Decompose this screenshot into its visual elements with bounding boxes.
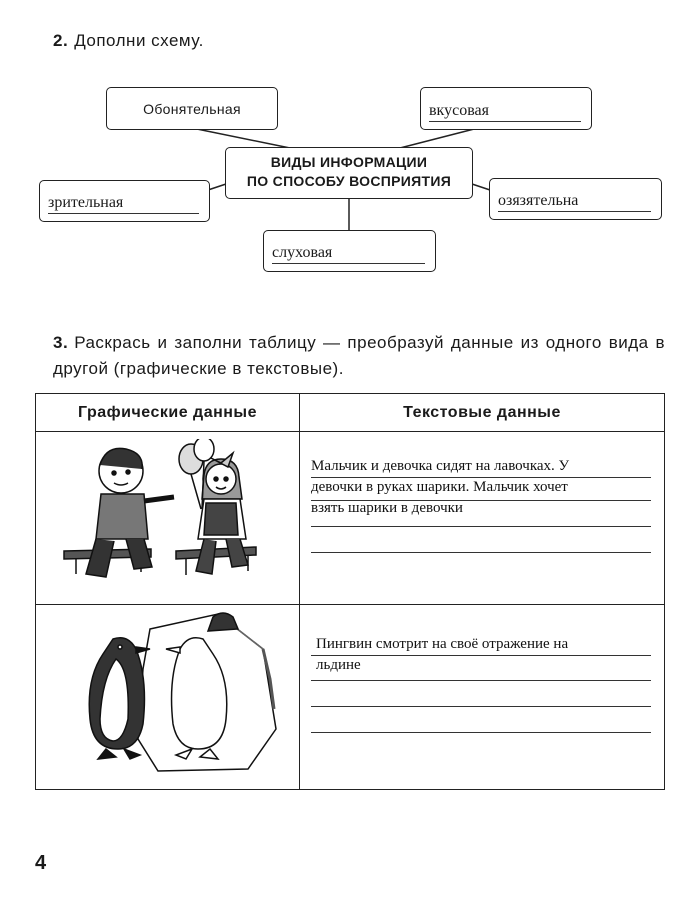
task2-instruction: Дополни схему. [74, 31, 204, 50]
task3-instruction: Раскрась и заполни таблицу — преобразуй данные из одного вида в другой (графические в текстовые). [53, 333, 665, 378]
box-olfactory-label: Обонятельная [143, 100, 241, 117]
row1-line-2: девочки в руках шарики. Мальчик хочет [311, 479, 568, 495]
diagram-center-box [225, 147, 473, 199]
row1-line-3: взять шарики в девочки [311, 500, 463, 516]
writing-line [311, 655, 651, 656]
task3-number: 3. [53, 333, 69, 352]
header-text-data: Текстовые данные [403, 403, 561, 421]
writing-line [311, 500, 651, 501]
row1-answer [311, 456, 651, 566]
row2-line-1: Пингвин смотрит на своё отражение на [316, 636, 569, 652]
answer-line [272, 263, 425, 264]
table-header-divider [36, 431, 664, 432]
box-tactile-answer: озязятельна [498, 192, 579, 209]
row2-answer [311, 634, 651, 744]
center-line-1: ВИДЫ ИНФОРМАЦИИ [270, 154, 428, 170]
box-tactile [489, 178, 662, 220]
data-table [35, 393, 665, 790]
row2-line-2: льдине [316, 657, 361, 673]
box-visual-answer: зрительная [48, 194, 124, 211]
box-olfactory [106, 87, 278, 130]
row1-line-1: Мальчик и девочка сидят на лавочках. У [311, 458, 570, 474]
table-row-divider [36, 604, 664, 605]
answer-line [498, 211, 651, 212]
writing-line [311, 706, 651, 707]
writing-line [311, 552, 651, 553]
writing-line [311, 680, 651, 681]
writing-line [311, 526, 651, 527]
writing-line [311, 477, 651, 478]
answer-line [48, 213, 199, 214]
center-line-2: ПО СПОСОБУ ВОСПРИЯТИЯ [246, 173, 452, 189]
children-on-bench-illustration [56, 439, 281, 589]
writing-line [311, 732, 651, 733]
box-auditory-answer: слуховая [272, 244, 333, 261]
answer-line [429, 121, 581, 122]
page-number: 4 [35, 852, 47, 874]
table-column-divider [299, 394, 300, 789]
box-auditory [263, 230, 436, 272]
task3-title [53, 330, 665, 382]
box-taste-answer: вкусовая [429, 102, 490, 119]
task2-number: 2. [53, 31, 69, 50]
box-visual [39, 180, 210, 222]
box-taste [420, 87, 592, 130]
header-graphic-data: Графические данные [78, 403, 257, 421]
penguin-reflection-illustration [58, 609, 283, 779]
